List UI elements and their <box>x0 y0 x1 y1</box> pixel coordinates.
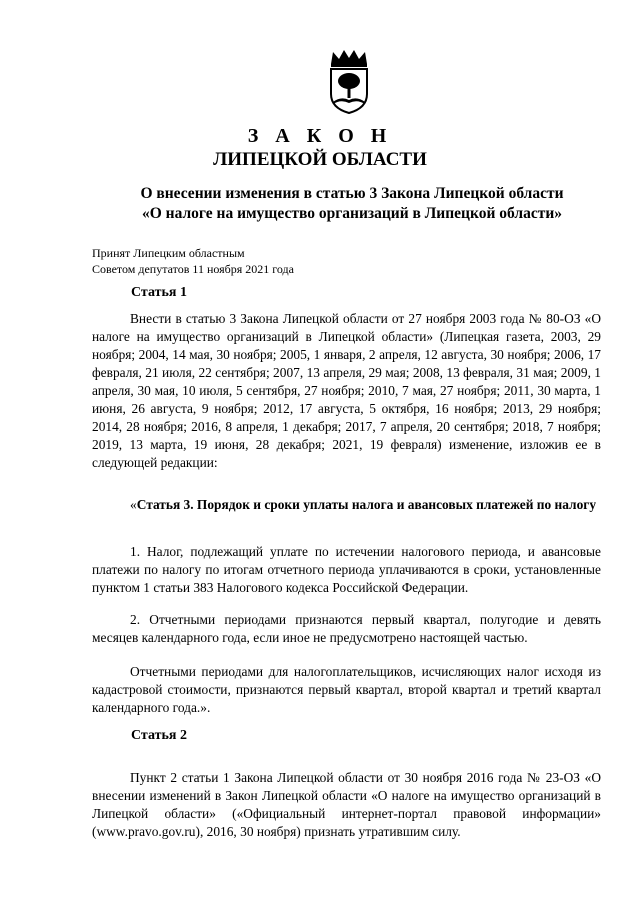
new-article-3-point-1: 1. Налог, подлежащий уплате по истечении налогового периода, и авансовые платежи по налогу по итогам отчетного периода уплачиваются в сроки, установленные пунктом 1 статьи 383 Налогового кодекса Российской Федерации. <box>92 544 601 595</box>
adoption-line-2: Советом депутатов 11 ноября 2021 года <box>92 262 294 276</box>
new-article-3-point-2: 2. Отчетными периодами признаются первый квартал, полугодие и девять месяцев календарного года, если иное не предусмотрено настоящей частью. <box>92 612 601 645</box>
law-subtitle <box>92 184 612 224</box>
article-1-intro: Внести в статью 3 Закона Липецкой области от 27 ноября 2003 года № 80-ОЗ «О налоге на имущество организаций в Липецкой области» (Липецкая газета, 2003, 29 ноября; 2004, 14 мая, 30 ноября; 2005, 1 января, 2 апреля, 12 августа, 30 ноября; 2006, 17 февраля, 21 июля, 22 сентября; 2007, 13 апреля, 29 мая; 2008, 13 февраля, 31 мая; 2009, 1 апреля, 30 мая, 10 июля, 5 сентября, 27 ноября; 2010, 7 мая, 27 ноября; 2011, 30 марта, 1 июня, 26 августа, 9 ноября; 2012, 17 августа, 5 октября, 16 ноября; 2013, 29 ноября; 2014, 28 ноября; 2016, 8 апреля, 1 декабря; 2017, 7 апреля, 20 сентября; 2018, 7 ноября; 2019, 13 марта, 19 июня, 28 декабря; 2021, 19 февраля) изменение, изложив ее в следующей редакции: <box>92 311 601 470</box>
adoption-line-1: Принят Липецким областным <box>92 246 245 260</box>
article-2-text: Пункт 2 статьи 1 Закона Липецкой области от 30 ноября 2016 года № 23-ОЗ «О внесении изменений в Закон Липецкой области «О налоге на имущество организаций в Липецкой области» («Официальный интернет-портал правовой информации» (www.pravo.gov.ru), 2016, 30 ноября) признать утратившим силу. <box>92 770 601 839</box>
new-article-3-title: Статья 3. Порядок и сроки уплаты налога и авансовых платежей по налогу <box>136 497 597 512</box>
article-1-heading: Статья 1 <box>131 285 187 300</box>
lipetsk-coat-of-arms-icon <box>325 50 373 114</box>
adoption-note <box>92 245 492 277</box>
region-title: ЛИПЕЦКОЙ ОБЛАСТИ <box>213 149 427 170</box>
article-2-heading: Статья 2 <box>131 728 187 743</box>
subtitle-line-2: «О налоге на имущество организаций в Липецкой области» <box>141 205 562 222</box>
quote-open: « <box>130 497 137 512</box>
new-article-3-point-2-cont: Отчетными периодами для налогоплательщиков, исчисляющих налог исходя из кадастровой стоимости, признаются первый квартал, второй квартал и третий квартал календарного года.». <box>92 664 601 715</box>
subtitle-line-1: О внесении изменения в статью 3 Закона Липецкой области <box>140 185 564 202</box>
new-article-3-heading <box>92 496 601 514</box>
law-title: З А К О Н <box>247 125 393 147</box>
